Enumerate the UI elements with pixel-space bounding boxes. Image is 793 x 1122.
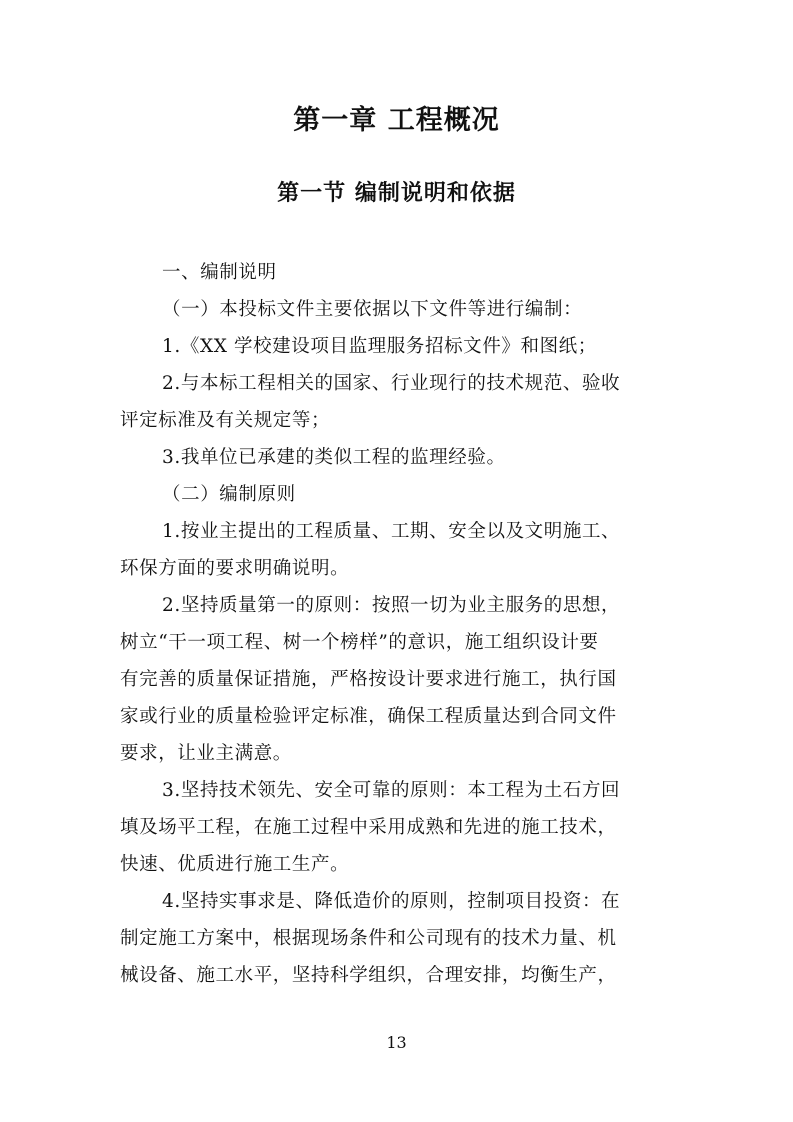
principle-2-cont: 要求，让业主满意。 (120, 743, 292, 764)
principle-2-cont: 有完善的质量保证措施，严格按设计要求进行施工，执行国 (120, 669, 617, 690)
principle-4-cont: 制定施工方案中，根据现场条件和公司现有的技术力量、机 (120, 928, 617, 949)
principle-3: 3.坚持技术领先、安全可靠的原则：本工程为土石方回 (162, 780, 621, 801)
chapter-title: 第一章 工程概况 (293, 105, 500, 136)
list-item-2-cont: 评定标准及有关规定等； (120, 410, 331, 431)
subheading-basis: （一）本投标文件主要依据以下文件等进行编制： (162, 299, 583, 320)
principle-2-cont: 树立“干一项工程、树一个榜样”的意识，施工组织设计要 (120, 632, 599, 653)
page-number: 13 (386, 1033, 407, 1052)
heading-compilation-notes: 一、编制说明 (162, 262, 277, 283)
list-item-3: 3.我单位已承建的类似工程的监理经验。 (162, 447, 506, 468)
principle-3-cont: 快速、优质进行施工生产。 (120, 854, 350, 875)
principle-1-cont: 环保方面的要求明确说明。 (120, 558, 350, 579)
subheading-principles: （二）编制原则 (162, 484, 296, 505)
principle-1: 1.按业主提出的工程质量、工期、安全以及文明施工、 (162, 521, 621, 542)
principle-4-cont: 械设备、施工水平，坚持科学组织，合理安排，均衡生产， (120, 965, 617, 986)
list-item-2: 2.与本标工程相关的国家、行业现行的技术规范、验收 (162, 373, 621, 394)
principle-2-cont: 家或行业的质量检验评定标准，确保工程质量达到合同文件 (120, 706, 617, 727)
list-item-1: 1.《XX 学校建设项目监理服务招标文件》和图纸； (162, 336, 597, 357)
principle-2: 2.坚持质量第一的原则：按照一切为业主服务的思想， (162, 595, 621, 616)
principle-4: 4.坚持实事求是、降低造价的原则，控制项目投资：在 (162, 891, 621, 912)
body-text (120, 254, 673, 994)
section-title: 第一节 编制说明和依据 (277, 181, 516, 206)
principle-3-cont: 填及场平工程，在施工过程中采用成熟和先进的施工技术， (120, 817, 617, 838)
